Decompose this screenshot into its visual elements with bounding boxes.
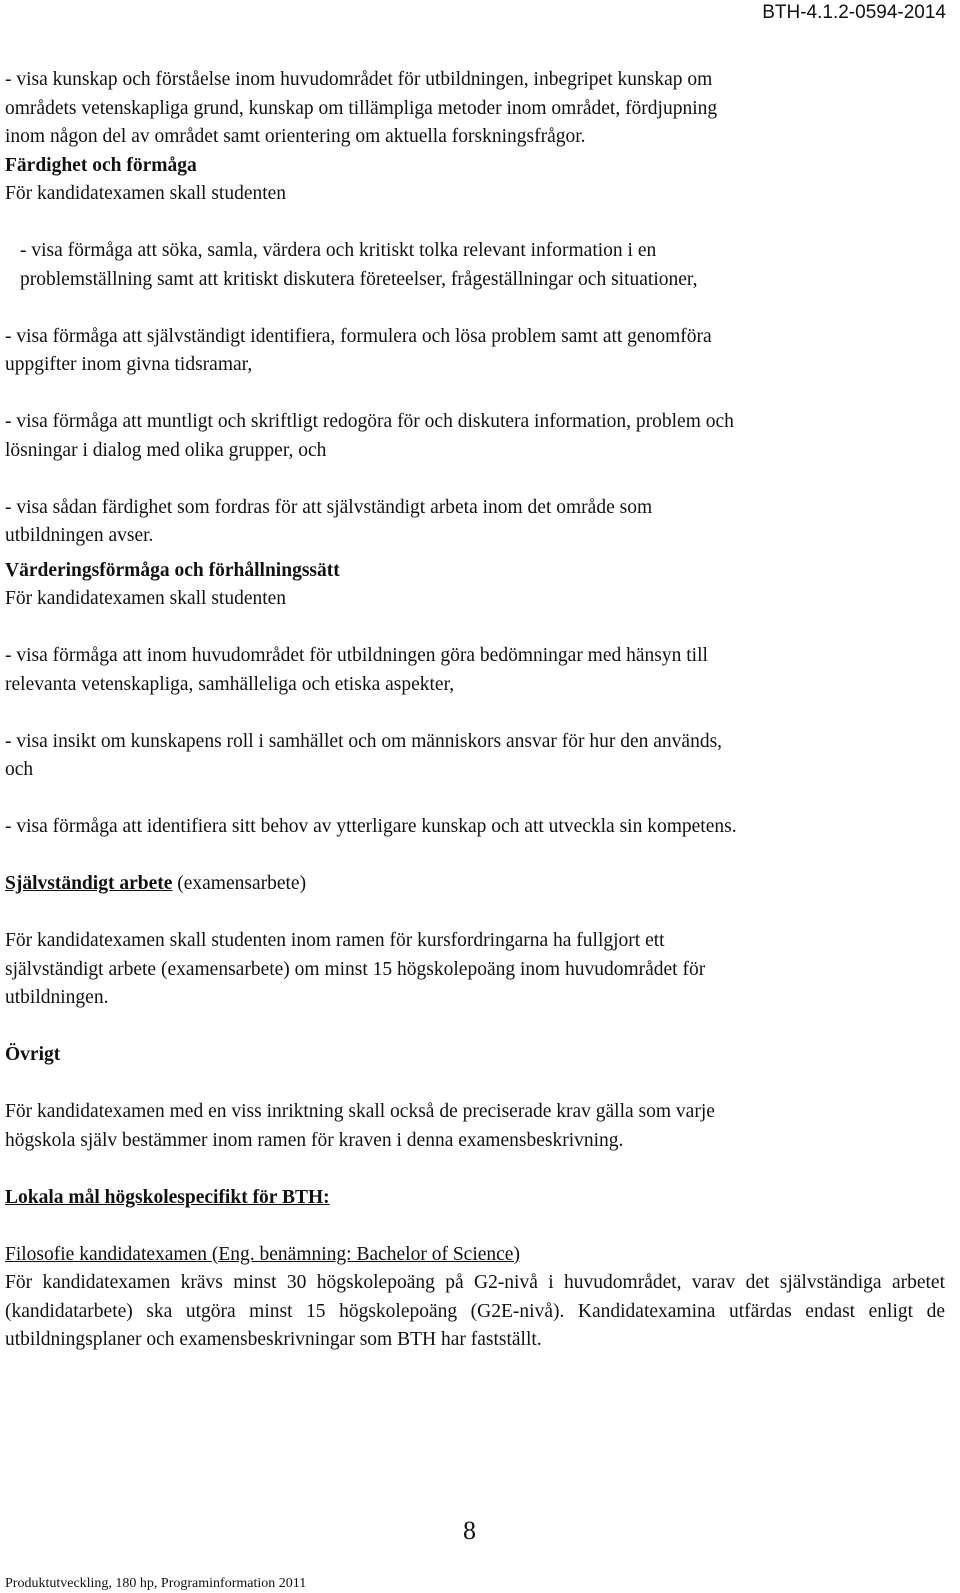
skills-item-4-line-2: utbildningen avser. [5,525,154,546]
intro-line-3: inom någon del av området samt orientering om aktuella forskningsfrågor. [5,126,586,147]
intro-line-1: - visa kunskap och förståelse inom huvudområdet för utbildningen, inbegripet kunskap om [5,69,713,90]
values-item-2 [5,728,945,785]
thesis-line-1: För kandidatexamen skall studenten inom ramen för kursfordringarna ha fullgjort ett [5,930,665,951]
values-heading: Värderingsförmåga och förhållningssätt [5,559,340,581]
skills-item-1-line-1: - visa förmåga att söka, samla, värdera och kritiskt tolka relevant information i en [20,240,657,261]
skills-heading: Färdighet och förmåga [5,154,197,176]
skills-item-1-line-2: problemställning samt att kritiskt diskutera företeelser, frågeställningar och situationer, [20,268,698,290]
values-item-1-line-1: - visa förmåga att inom huvudområdet för utbildningen göra bedömningar med hänsyn till [5,645,708,666]
intro-item [5,66,945,152]
intro-line-2: områdets vetenskapliga grund, kunskap om tillämpliga metoder inom området, fördjupning [5,97,718,119]
thesis-line-3: utbildningen. [5,987,109,1008]
other-line-2: högskola själv bestämmer inom ramen för kraven i denna examensbeskrivning. [5,1129,624,1151]
values-lead: För kandidatexamen skall studenten [5,588,287,609]
values-item-3 [5,813,945,842]
other-line-1: För kandidatexamen med en viss inriktning skall också de preciserade krav gälla som varje [5,1101,715,1122]
local-subheading: Filosofie kandidatexamen (Eng. benämning: Bachelor of Science) [5,1243,520,1265]
values-item-3-line-1: - visa förmåga att identifiera sitt behov av ytterligare kunskap och att utveckla sin kompetens. [5,816,737,837]
skills-item-3-line-1: - visa förmåga att muntligt och skriftligt redogöra för och diskutera information, problem och [5,411,734,432]
values-item-2-line-2: och [5,759,34,780]
page-number: 8 [463,1516,476,1545]
skills-item-4-line-1: - visa sådan färdighet som fordras för att självständigt arbeta inom det område som [5,496,653,518]
skills-item-2-line-1: - visa förmåga att självständigt identifiera, formulera och lösa problem samt att genomföra [5,325,712,347]
skills-lead: För kandidatexamen skall studenten [5,183,287,204]
values-item-2-line-1: - visa insikt om kunskapens roll i samhället och om människors ansvar för hur den används, [5,730,723,752]
thesis-heading: Självständigt arbete [5,873,173,894]
skills-item-3 [5,408,945,465]
skills-item-1 [5,237,945,294]
skills-item-2-line-2: uppgifter inom givna tidsramar, [5,354,253,375]
skills-item-4 [5,494,945,551]
local-heading: Lokala mål högskolespecifikt för BTH: [5,1186,330,1208]
values-item-1-line-2: relevanta vetenskapliga, samhälleliga och etiska aspekter, [5,673,455,695]
local-paragraph: För kandidatexamen krävs minst 30 högskolepoäng på G2-nivå i huvudområdet, varav det självständiga arbetet (kandidatarbete) ska utgöra minst 15 högskolepoäng (G2E-nivå). Kandidatexamina utfärdas endast enligt de utbildningsplaner och examensbeskrivningar som BTH har fastställt. [5,1272,945,1350]
footer-text: Produktutveckling, 180 hp, Programinformation 2011 [5,1576,307,1591]
thesis-line-2: självständigt arbete (examensarbete) om minst 15 högskolepoäng inom huvudområdet för [5,958,706,980]
document-body [5,66,945,1355]
thesis-heading-line [5,870,945,899]
other-heading: Övrigt [5,1044,61,1065]
skills-item-3-line-2: lösningar i dialog med olika grupper, och [5,439,327,461]
skills-item-2 [5,323,945,380]
document-id: BTH-4.1.2-0594-2014 [762,2,946,23]
values-item-1 [5,642,945,699]
thesis-heading-suffix: (examensarbete) [172,873,307,894]
